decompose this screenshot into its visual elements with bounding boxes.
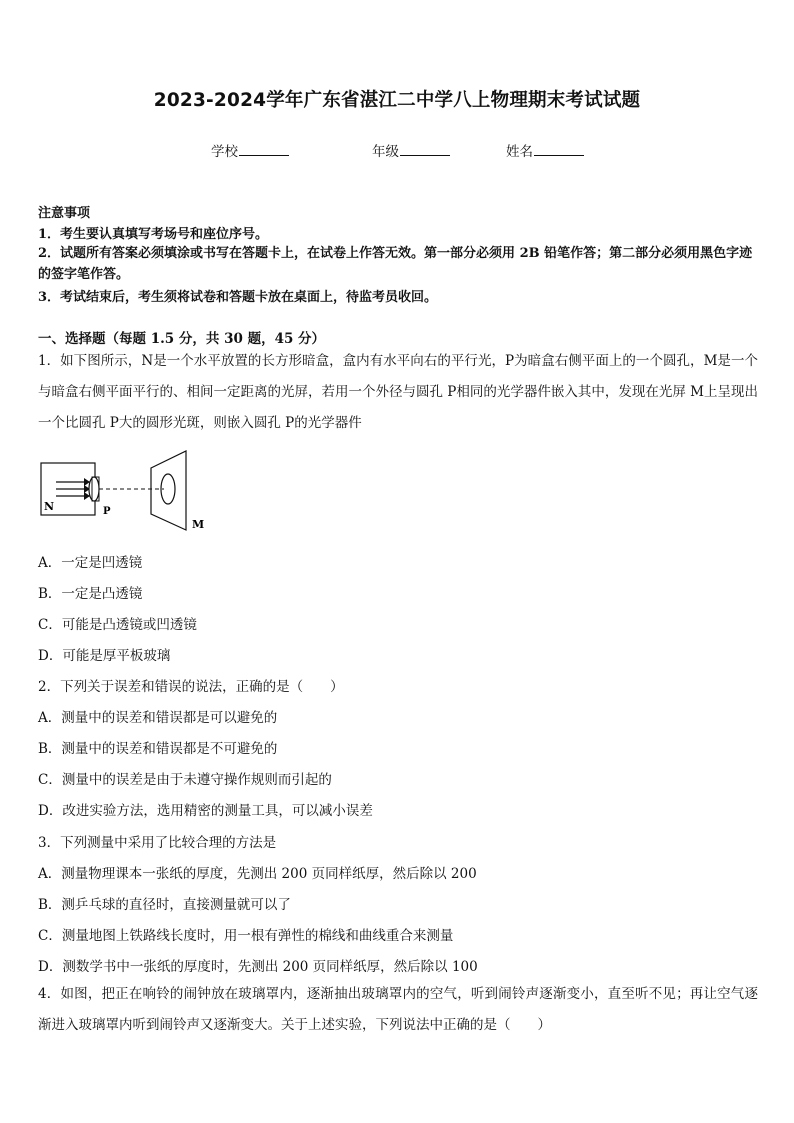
q1-figure: [36, 448, 216, 538]
screen-m: [151, 451, 186, 530]
q4-stem: 4．如图，把正在响铃的闹钟放在玻璃罩内，逐渐抽出玻璃罩内的空气，听到闹铃声逐渐变小，直至听不见；再让空气逐渐进入玻璃罩内听到闹铃声又逐渐变大。关于上述实验，下列说法中正确的是（ ）: [38, 986, 758, 1033]
school-label: 学校: [211, 144, 238, 160]
page-title: 2023-2024学年广东省湛江二中学八上物理期末考试试题: [153, 90, 641, 111]
q2-option-b: B．测量中的误差和错误都是不可避免的: [38, 741, 278, 757]
name-label: 姓名: [506, 144, 533, 160]
hole-p: [89, 477, 99, 501]
q3-option-b: B．测乒乓球的直径时，直接测量就可以了: [38, 897, 291, 913]
q1-option-c: C．可能是凸透镜或凹透镜: [38, 617, 197, 633]
grade-blank: [400, 142, 450, 156]
q3-stem: 3．下列测量中采用了比较合理的方法是: [38, 835, 277, 851]
school-field: [211, 140, 289, 160]
q3-option-c: C．测量地图上铁路线长度时，用一根有弹性的棉线和曲线重合来测量: [38, 928, 454, 944]
q1-stem: 1．如下图所示，N是一个水平放置的长方形暗盒，盒内有水平向右的平行光，P为暗盒右侧平面上的一个圆孔，M是一个与暗盒右侧平面平行的、相间一定距离的光屏，若用一个外径与圆孔 P相同的光学器件嵌入其中，发现在光屏 M上呈现出一个比圆孔 P大的圆形光斑，则嵌入圆孔 P的光学器件: [38, 353, 758, 431]
q1-option-d: D．可能是厚平板玻璃: [38, 648, 171, 664]
name-blank: [534, 142, 584, 156]
label-n: N: [44, 500, 55, 513]
notes-heading: 注意事项: [38, 206, 91, 221]
q1-option-a: A．一定是凹透镜: [38, 555, 143, 571]
note-item-3: 3．考试结束后，考生须将试卷和答题卡放在桌面上，待监考员收回。: [38, 290, 438, 305]
q3-option-a: A．测量物理课本一张纸的厚度，先测出 200 页同样纸厚，然后除以 200: [38, 866, 477, 882]
note-item-2: 2．试题所有答案必须填涂或书写在答题卡上，在试卷上作答无效。第一部分必须用 2B 铅笔作答；第二部分必须用黑色字迹的签字笔作答。: [38, 246, 753, 282]
grade-label: 年级: [372, 144, 399, 160]
q2-stem: 2．下列关于误差和错误的说法，正确的是（ ）: [38, 679, 344, 695]
section-heading: 一、选择题（每题 1.5 分，共 30 题，45 分）: [38, 331, 326, 347]
q1-option-b: B．一定是凸透镜: [38, 586, 143, 602]
q2-option-a: A．测量中的误差和错误都是可以避免的: [38, 710, 278, 726]
q2-option-c: C．测量中的误差是由于未遵守操作规则而引起的: [38, 772, 332, 788]
note-item-1: 1．考生要认真填写考场号和座位序号。: [38, 227, 269, 242]
label-m: M: [192, 518, 205, 531]
school-blank: [239, 142, 289, 156]
q3-option-d: D．测数学书中一张纸的厚度时，先测出 200 页同样纸厚，然后除以 100: [38, 959, 478, 975]
grade-field: [372, 140, 450, 160]
label-p: P: [103, 506, 111, 517]
name-field: [506, 140, 584, 160]
q2-option-d: D．改进实验方法，选用精密的测量工具，可以减小误差: [38, 803, 373, 819]
